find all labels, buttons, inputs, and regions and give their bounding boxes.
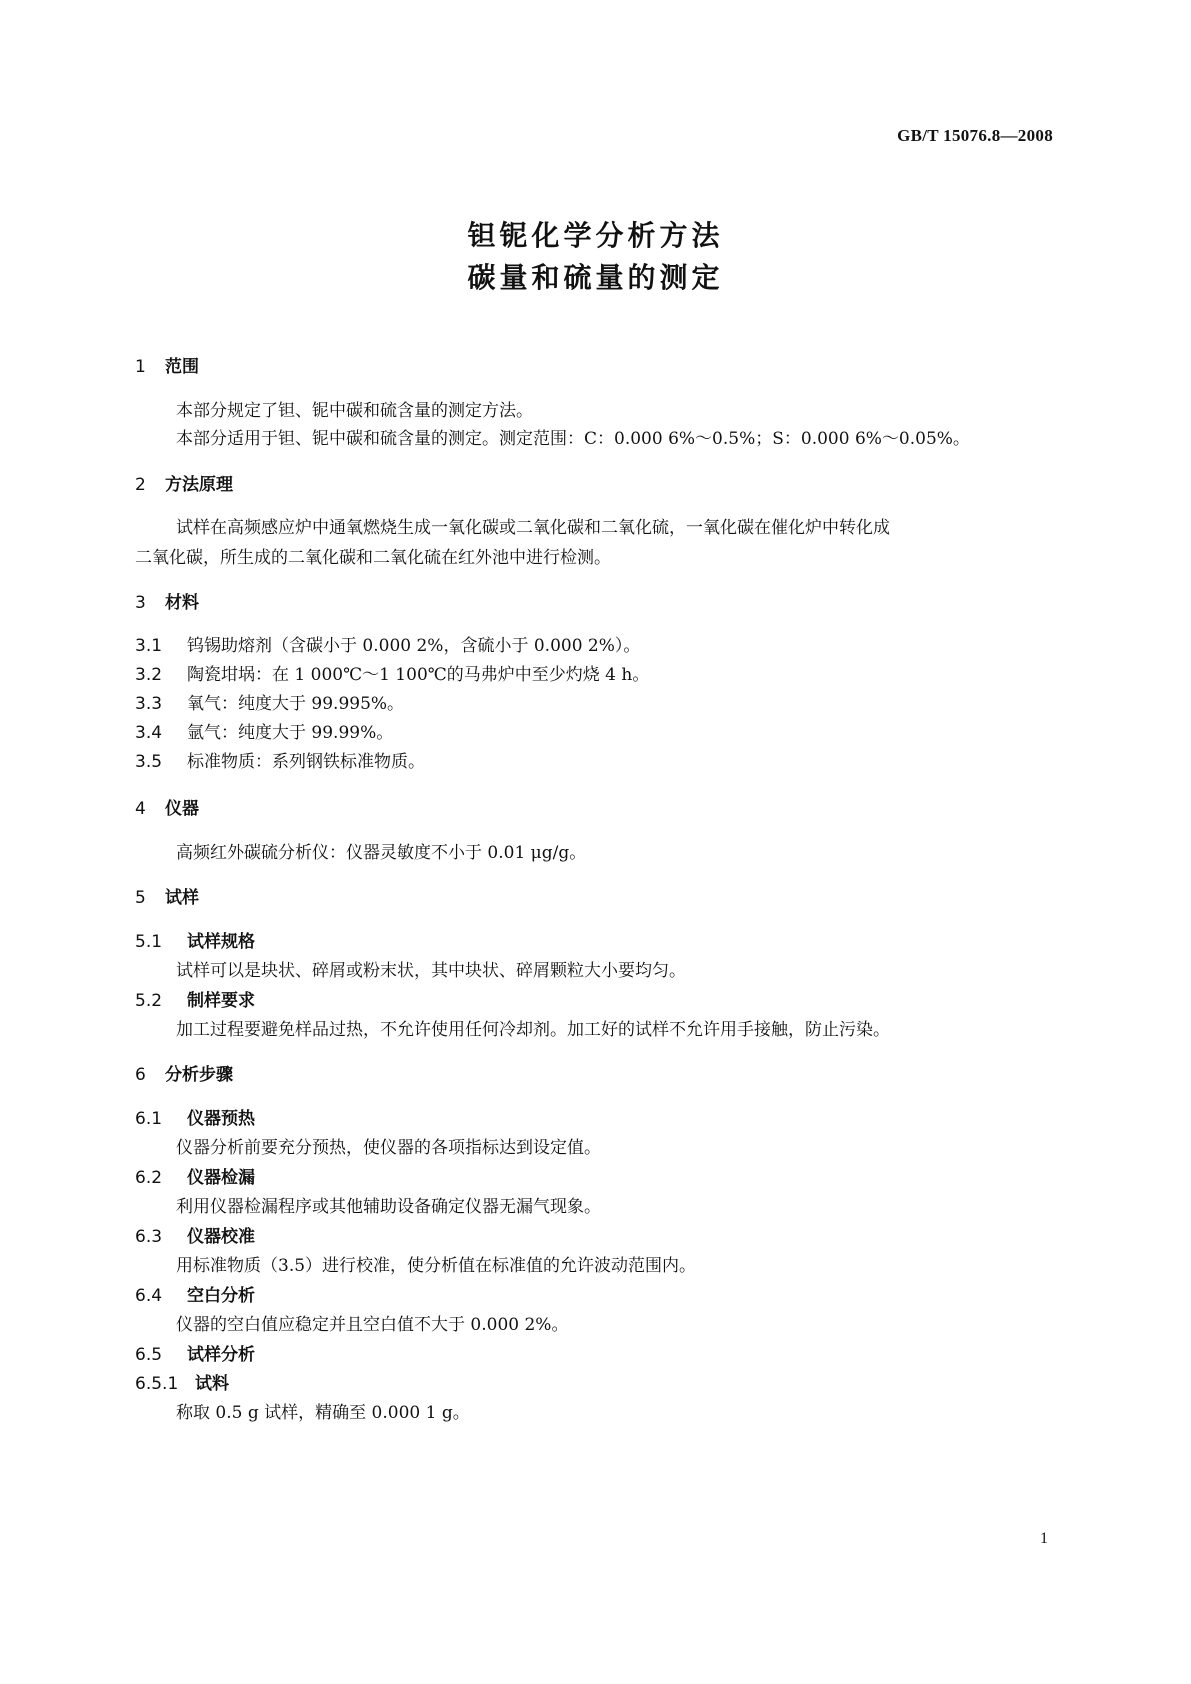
subsection-number: 6.3 <box>135 1227 163 1247</box>
material-item <box>135 747 425 772</box>
item-text: 钨锡助熔剂（含碳小于 0.000 2%，含硫小于 0.000 2%）。 <box>187 636 641 656</box>
item-text: 陶瓷坩埚：在 1 000℃～1 100℃的马弗炉中至少灼烧 4 h。 <box>187 665 650 685</box>
subsection-6-3-text: 用标准物质（3.5）进行校准，使分析值在标准值的允许波动范围内。 <box>176 1256 697 1276</box>
item-text: 氧气：纯度大于 99.995%。 <box>187 694 405 714</box>
subsection-6-2-heading <box>135 1163 255 1188</box>
subsection-6-5-heading <box>135 1340 255 1365</box>
section-1-paragraph-2: 本部分适用于钽、铌中碳和硫含量的测定。测定范围：C：0.000 6%～0.5%；S：0.000 6%～0.05%。 <box>176 429 970 449</box>
section-title: 分析步骤 <box>165 1065 233 1085</box>
subsection-number: 6.1 <box>135 1109 163 1129</box>
section-number: 2 <box>135 475 146 495</box>
item-number: 3.1 <box>135 636 163 656</box>
page-number: 1 <box>1040 1530 1048 1547</box>
subsection-number: 6.5.1 <box>135 1374 179 1394</box>
section-number: 4 <box>135 799 146 819</box>
section-4-paragraph: 高频红外碳硫分析仪：仪器灵敏度不小于 0.01 μg/g。 <box>176 843 587 863</box>
section-title: 方法原理 <box>165 475 233 495</box>
subsection-number: 6.2 <box>135 1168 163 1188</box>
subsection-title: 仪器检漏 <box>187 1168 255 1188</box>
subsection-number: 5.2 <box>135 991 163 1011</box>
subsection-6-5-1-text: 称取 0.5 g 试样，精确至 0.000 1 g。 <box>176 1403 470 1423</box>
standard-code: GB/T 15076.8—2008 <box>897 126 1053 145</box>
section-title: 范围 <box>165 357 199 377</box>
subsection-5-2-text: 加工过程要避免样品过热，不允许使用任何冷却剂。加工好的试样不允许用手接触，防止污染。 <box>176 1020 890 1040</box>
material-item <box>135 689 404 714</box>
subsection-number: 6.4 <box>135 1286 163 1306</box>
subsection-title: 试料 <box>195 1374 229 1394</box>
subsection-title: 试样分析 <box>187 1345 255 1365</box>
material-item <box>135 660 649 685</box>
section-1-heading <box>135 352 199 377</box>
subsection-6-3-heading <box>135 1222 255 1247</box>
subsection-6-4-heading <box>135 1281 255 1306</box>
document-title-line2: 碳量和硫量的测定 <box>467 261 724 294</box>
subsection-number: 6.5 <box>135 1345 163 1365</box>
item-text: 氩气：纯度大于 99.99%。 <box>187 723 394 743</box>
subsection-title: 试样规格 <box>187 932 255 952</box>
section-title: 试样 <box>165 888 199 908</box>
subsection-number: 5.1 <box>135 932 163 952</box>
subsection-title: 仪器校准 <box>187 1227 255 1247</box>
subsection-5-1-text: 试样可以是块状、碎屑或粉末状，其中块状、碎屑颗粒大小要均匀。 <box>176 961 686 981</box>
section-5-heading <box>135 883 199 908</box>
item-text: 标准物质：系列钢铁标准物质。 <box>187 752 425 772</box>
section-2-paragraph-line2: 二氧化碳，所生成的二氧化碳和二氧化硫在红外池中进行检测。 <box>135 548 611 568</box>
section-1-paragraph-1: 本部分规定了钽、铌中碳和硫含量的测定方法。 <box>176 401 533 421</box>
subsection-title: 仪器预热 <box>187 1109 255 1129</box>
subsection-5-1-heading <box>135 927 255 952</box>
item-number: 3.2 <box>135 665 163 685</box>
item-number: 3.5 <box>135 752 163 772</box>
section-2-heading <box>135 470 233 495</box>
section-number: 3 <box>135 593 146 613</box>
subsection-title: 空白分析 <box>187 1286 255 1306</box>
section-4-heading <box>135 794 199 819</box>
subsection-5-2-heading <box>135 986 255 1011</box>
subsection-6-1-text: 仪器分析前要充分预热，使仪器的各项指标达到设定值。 <box>176 1138 601 1158</box>
item-number: 3.3 <box>135 694 163 714</box>
subsection-title: 制样要求 <box>187 991 255 1011</box>
subsection-6-1-heading <box>135 1104 255 1129</box>
section-number: 5 <box>135 888 146 908</box>
section-number: 6 <box>135 1065 146 1085</box>
material-item <box>135 718 393 743</box>
item-number: 3.4 <box>135 723 163 743</box>
subsection-6-2-text: 利用仪器检漏程序或其他辅助设备确定仪器无漏气现象。 <box>176 1197 601 1217</box>
document-title-line1: 钽铌化学分析方法 <box>467 219 724 252</box>
section-title: 材料 <box>165 593 199 613</box>
section-6-heading <box>135 1060 233 1085</box>
subsection-6-4-text: 仪器的空白值应稳定并且空白值不大于 0.000 2%。 <box>176 1315 569 1335</box>
section-2-paragraph-line1: 试样在高频感应炉中通氧燃烧生成一氧化碳或二氧化碳和二氧化硫，一氧化碳在催化炉中转化成 <box>176 518 890 538</box>
material-item <box>135 631 640 656</box>
subsection-6-5-1-heading <box>135 1369 229 1394</box>
section-number: 1 <box>135 357 146 377</box>
section-3-heading <box>135 588 199 613</box>
section-title: 仪器 <box>165 799 199 819</box>
